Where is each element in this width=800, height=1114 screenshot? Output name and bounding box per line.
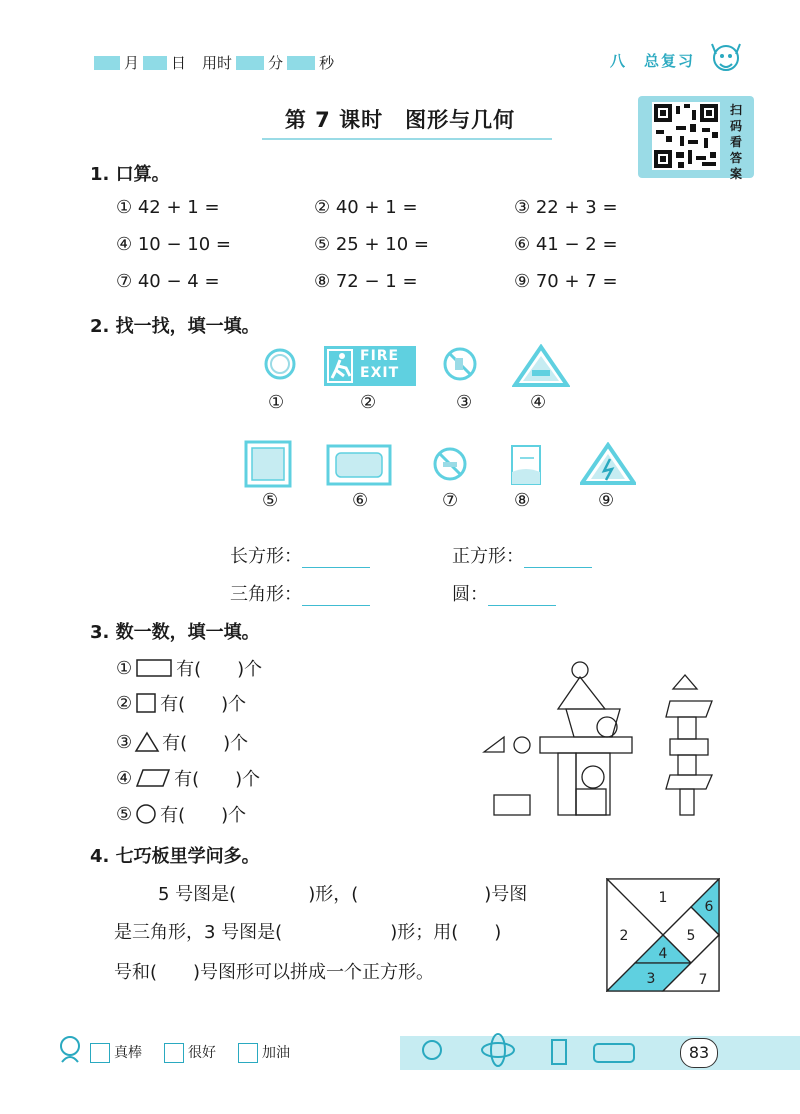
calc-item: ⑧ 72 − 1 = (314, 271, 418, 292)
triangle-label: 三角形： (230, 580, 370, 606)
rectangle-frame-icon (326, 444, 392, 490)
rating-good[interactable]: 很好 (164, 1042, 216, 1063)
square-answer-line[interactable] (524, 547, 592, 568)
day-label: 日 (171, 54, 187, 72)
fire-exit-sign (324, 346, 416, 386)
square-icon (134, 692, 158, 714)
checkbox-icon (164, 1043, 184, 1063)
shape-number: ⑥ (352, 490, 369, 511)
fire-exit-text: FIRE EXIT (360, 348, 400, 381)
calc-item: ④ 10 − 10 = (116, 234, 231, 255)
page-number: 83 (680, 1038, 718, 1068)
q4-line-2: 是三角形，3 号图是( )形；用( ) (114, 922, 502, 943)
mascot-icon (706, 40, 746, 80)
calc-item: ⑦ 40 − 4 = (116, 271, 220, 292)
calc-item: ② 40 + 1 = (314, 197, 418, 218)
shape-number: ⑨ (598, 490, 615, 511)
shape-number: ① (268, 392, 285, 413)
question-1-heading: 1. 口算。 (90, 164, 170, 185)
month-label: 月 (124, 54, 140, 72)
shape-number: ③ (456, 392, 473, 413)
parallelogram-icon (134, 767, 172, 789)
cartoon-kid-icon (52, 1032, 88, 1072)
question-4-heading: 4. 七巧板里学问多。 (90, 846, 260, 867)
time-used-label: 用时 (202, 54, 233, 72)
rectangle-label: 长方形： (230, 542, 370, 568)
question-3-heading: 3. 数一数，填一填。 (90, 622, 260, 643)
second-label: 秒 (319, 54, 335, 72)
count-item-square: ② 有( )个 (116, 692, 247, 715)
date-time-bar (90, 52, 334, 73)
qr-code-icon[interactable] (652, 102, 720, 170)
rating-great[interactable]: 真棒 (90, 1042, 142, 1063)
shape-number: ⑤ (262, 490, 279, 511)
qr-label: 扫 码 看 答 案 (730, 103, 743, 181)
circle-icon (134, 803, 158, 825)
circle-answer-line[interactable] (488, 585, 556, 606)
minute-label: 分 (268, 54, 284, 72)
book-icon (510, 444, 542, 490)
checkbox-icon (238, 1043, 258, 1063)
count-item-circle: ⑤ 有( )个 (116, 803, 247, 826)
title-underline (262, 138, 552, 140)
tangram-label-6: 6 (704, 899, 714, 915)
tangram-label-4: 4 (658, 946, 668, 962)
shape-number: ⑦ (442, 490, 459, 511)
science-icons (418, 1030, 668, 1074)
shape-number: ④ (530, 392, 547, 413)
rectangle-answer-line[interactable] (302, 547, 370, 568)
calc-item: ① 42 + 1 = (116, 197, 220, 218)
shape-number: ⑧ (514, 490, 531, 511)
ring-icon (264, 348, 296, 384)
rating-keep-going[interactable]: 加油 (238, 1042, 290, 1063)
shape-number: ② (360, 392, 377, 413)
tangram-label-2: 2 (619, 928, 629, 944)
tangram-label-3: 3 (646, 971, 656, 987)
calc-item: ⑥ 41 − 2 = (514, 234, 618, 255)
q4-line-1: 5 号图是( )形，( )号图 (158, 884, 528, 905)
rectangle-icon (134, 657, 174, 679)
calc-item: ⑨ 70 + 7 = (514, 271, 618, 292)
square-label: 正方形： (452, 542, 592, 568)
tangram-label-5: 5 (686, 928, 696, 944)
no-entry-icon (442, 346, 478, 386)
square-frame-icon (244, 440, 292, 492)
self-rating (90, 1042, 290, 1063)
electric-warning-icon (580, 442, 636, 490)
tangram-label-1: 1 (658, 890, 668, 906)
q4-line-3: 号和( )号图形可以拼成一个正方形。 (114, 962, 435, 983)
calc-item: ③ 22 + 3 = (514, 197, 618, 218)
count-item-triangle: ③ 有( )个 (116, 731, 249, 754)
qr-code-panel[interactable] (638, 96, 754, 181)
chapter-title: 八 总复习 (610, 52, 696, 70)
triangle-icon (134, 731, 160, 753)
triangle-answer-line[interactable] (302, 585, 370, 606)
checkbox-icon (90, 1043, 110, 1063)
tangram-label-7: 7 (698, 972, 708, 988)
circle-label: 圆： (452, 580, 556, 606)
count-item-parallelogram: ④ 有( )个 (116, 767, 261, 790)
tangram-figure (606, 878, 720, 996)
question-2-heading: 2. 找一找，填一填。 (90, 316, 260, 337)
shape-composition-figure (480, 655, 740, 829)
no-smoking-icon (432, 446, 468, 486)
lesson-title: 第 7 课时 图形与几何 (284, 108, 516, 132)
warning-triangle-icon (512, 344, 570, 392)
count-item-rectangle: ① 有( )个 (116, 657, 263, 680)
calc-item: ⑤ 25 + 10 = (314, 234, 429, 255)
